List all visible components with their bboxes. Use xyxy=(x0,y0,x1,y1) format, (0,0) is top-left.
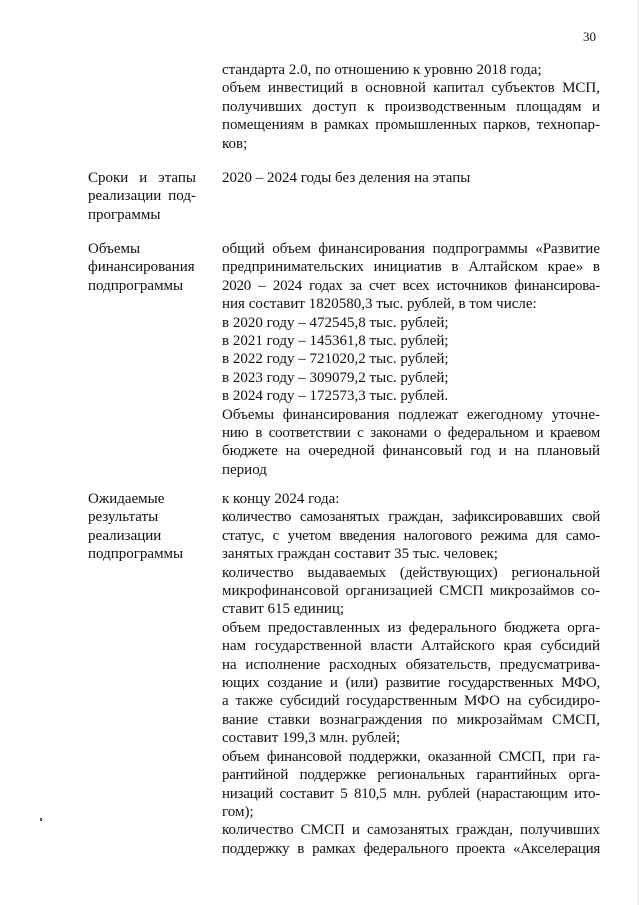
text-line: объем финансовой поддержки, оказанной СМСП, при га- xyxy=(222,748,600,765)
text-line: период xyxy=(222,461,267,478)
text-line: на исполнение расходных обязательств, предусматрива- xyxy=(222,656,600,673)
text-line: ставит 615 единиц; xyxy=(222,601,345,618)
text-line: рантийной поддержке региональных гарантийных орга- xyxy=(222,767,600,784)
text-line: статус, с учетом введения налогового режима для само- xyxy=(222,527,600,544)
label-line: Ожидаемые xyxy=(88,491,165,507)
text-line: 2020 – 2024 годы без деления на этапы xyxy=(222,170,471,186)
text-line: занятых граждан составит 35 тыс. человек; xyxy=(222,546,498,563)
text-line: количество СМСП и самозанятых граждан, получивших xyxy=(222,822,600,839)
text-line: общий объем финансирования подпрограммы «Развитие xyxy=(222,241,600,257)
section-label xyxy=(88,490,196,564)
text-line: объем предоставленных из федерального бюджета орга- xyxy=(222,619,600,636)
label-line: подпрограммы xyxy=(88,277,184,294)
label-line: финансирования xyxy=(88,259,195,276)
continuation-text xyxy=(222,61,600,153)
label-line: результаты xyxy=(88,509,159,526)
text-line: количество самозанятых граждан, зафиксировавших свой xyxy=(222,509,600,526)
text-line: ков; xyxy=(222,135,248,152)
label-line: реализации xyxy=(88,527,162,544)
text-line: объем инвестиций в основной капитал субъектов МСП, xyxy=(222,80,600,97)
text-line: бюджете на очередной финансовый год и на плановый xyxy=(222,443,600,460)
text-line: нам государственной власти Алтайского края субсидий xyxy=(222,638,600,655)
label-line: подпрограммы xyxy=(88,546,184,563)
section-value xyxy=(222,490,600,858)
text-line: гом); xyxy=(222,803,254,820)
text-line: ющих создание и (или) развитие государственных МФО, xyxy=(222,675,600,692)
label-line: Объемы xyxy=(88,241,141,257)
text-line: составит 199,3 млн. рублей; xyxy=(222,730,401,747)
text-line: в 2020 году – 472545,8 тыс. рублей; xyxy=(222,314,449,331)
text-line: поддержку в рамках федерального проекта «Акселерация xyxy=(222,840,600,857)
text-line: в 2021 году – 145361,8 тыс. рублей; xyxy=(222,333,449,350)
label-line: реализации под- xyxy=(88,188,196,205)
text-line: низаций составит 5 810,5 млн. рублей (нарастающим ито- xyxy=(222,785,600,802)
section-value xyxy=(222,240,600,479)
text-line: в 2024 году – 172573,3 тыс. рублей. xyxy=(222,388,449,405)
text-line: ния составит 1820580,3 тыс. рублей, в том числе: xyxy=(222,296,537,313)
text-line: а также субсидий государственным МФО на субсидиро- xyxy=(222,693,600,710)
text-line: Объемы финансирования подлежат ежегодному уточне- xyxy=(222,406,600,423)
text-line: вание ставки вознаграждения по микрозаймам СМСП, xyxy=(222,711,600,728)
text-line: получивших доступ к производственным площадям и xyxy=(222,98,600,115)
text-line: нию в соответствии с законами о федеральном и краевом xyxy=(222,425,600,442)
section-value xyxy=(222,169,600,187)
text-line: предпринимательских инициатив в Алтайском крае» в xyxy=(222,259,600,276)
text-line: к концу 2024 года: xyxy=(222,491,340,507)
text-line: количество выдаваемых (действующих) региональной xyxy=(222,564,600,581)
label-line: программы xyxy=(88,206,161,223)
scan-speck xyxy=(40,818,42,821)
text-line: 2020 – 2024 годах за счет всех источников финансирова- xyxy=(222,277,600,294)
text-line: помещениям в рамках промышленных парков, технопар- xyxy=(222,117,600,134)
label-line: Сроки и этапы xyxy=(88,170,196,186)
text-line: микрофинансовой организацией СМСП микрозаймов со- xyxy=(222,583,600,600)
page-number: 30 xyxy=(583,29,596,44)
text-line: стандарта 2.0, по отношению к уровню 2018 года; xyxy=(222,62,542,78)
section-label xyxy=(88,240,196,295)
text-line: в 2022 году – 721020,2 тыс. рублей; xyxy=(222,351,449,368)
text-line: в 2023 году – 309079,2 тыс. рублей; xyxy=(222,369,449,386)
section-label xyxy=(88,169,196,224)
